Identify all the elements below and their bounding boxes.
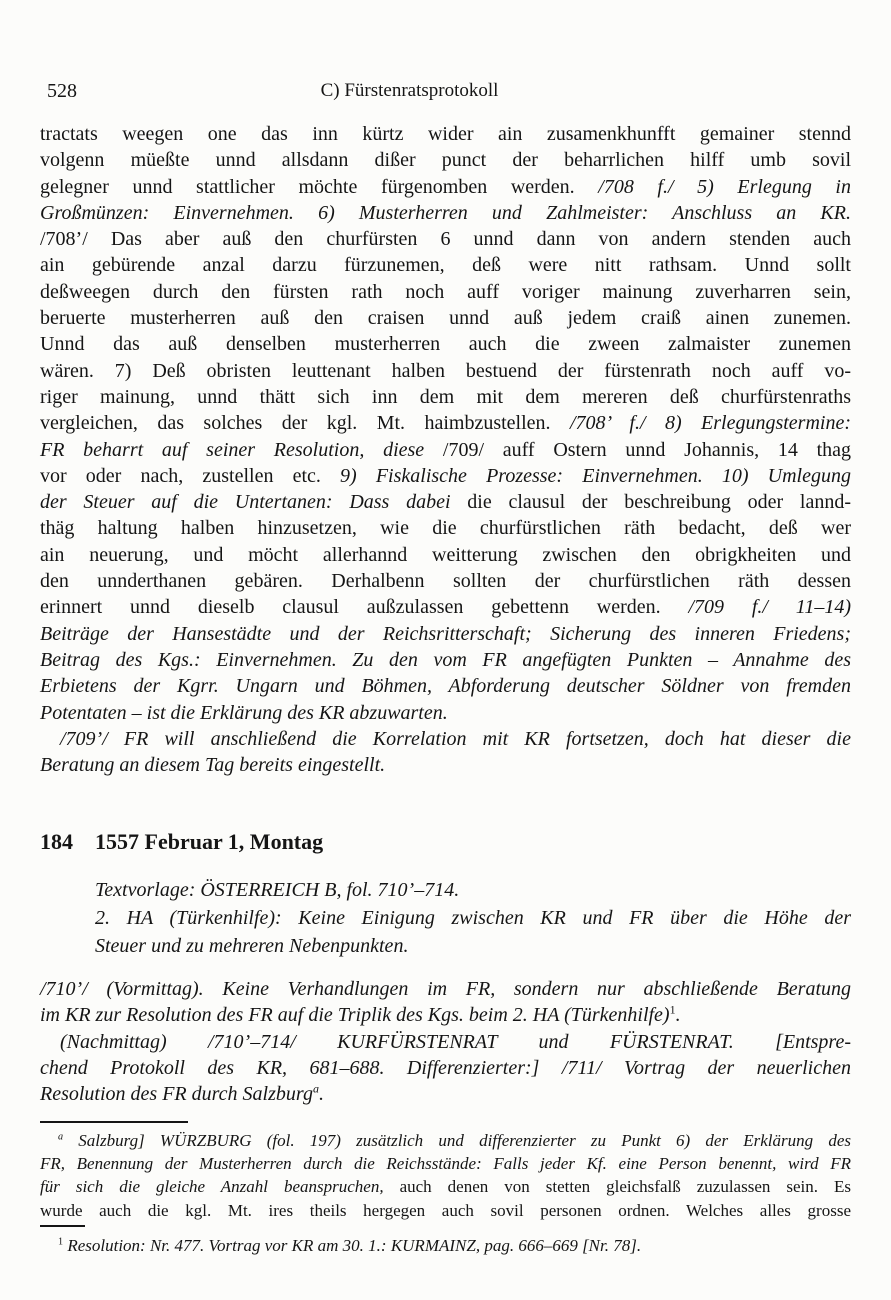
text-line [40, 279, 851, 305]
text-line [40, 700, 851, 726]
text-line [40, 647, 851, 673]
text-line [40, 1081, 851, 1107]
text-line [95, 876, 851, 904]
source-note-block [95, 876, 851, 960]
text-line [40, 305, 851, 331]
text-run: /709’/ FR will anschließend die Korrelation mit KR fortsetzen, doch hat dieser die [60, 727, 851, 750]
text-run: ain neuerung, und möcht allerhannd weitterung zwischen den obrigkheiten und [40, 543, 851, 566]
text-run: Steuer und zu mehreren Nebenpunkten. [95, 935, 409, 957]
text-run: Beitrag des Kgs.: Einvernehmen. Zu den vom FR angefügten Punkten – Annahme des [40, 648, 851, 671]
text-line [40, 384, 851, 410]
text-run: 9) Fiskalische Prozesse: Einvernehmen. 10) Umlegung [340, 464, 851, 487]
text-run: für sich die gleiche Anzahl beanspruchen, [40, 1177, 400, 1197]
text-run: Beratung an diesem Tag bereits eingestellt. [40, 754, 386, 777]
text-line [40, 358, 851, 384]
text-run: volgenn müeßte unnd allsdann dißer punct der beharrlichen hilff umb sovil [40, 149, 851, 172]
text-line [40, 147, 851, 173]
page-header [40, 80, 851, 104]
text-run: Großmünzen: Einvernehmen. 6) Musterherren und Zahlmeister: Anschluss an KR. [40, 201, 851, 224]
text-line [40, 1055, 851, 1081]
entry-heading [40, 829, 851, 855]
footnote-marker: 1 [58, 1236, 64, 1248]
text-run: Salzburg] WÜRZBURG (fol. 197) zusätzlich und differenzierter zu Punkt 6) der Erklärung des [63, 1131, 851, 1150]
text-run: deßweegen durch den fürsten rath noch auff voriger mainung zuverharren sein, [40, 280, 851, 303]
text-line [40, 463, 851, 489]
text-line [40, 1002, 851, 1028]
text-run: chend Protokoll des KR, 681–688. Differenzierter:] /711/ Vortrag der neuerlichen [40, 1056, 851, 1079]
text-line [40, 1129, 851, 1152]
text-run: /709/ auff Ostern unnd Johannis, 14 thag [442, 438, 852, 461]
footnote-marker: a [312, 1081, 319, 1096]
text-line [40, 568, 851, 594]
text-line [40, 200, 851, 226]
text-line [40, 1152, 851, 1175]
text-run: auch denen von stetten gleichsfalß zuzulassen sein. Es [399, 1177, 851, 1197]
text-run: ain gebürende anzal darzu fürzunemen, deß were nitt rathsam. Unnd sollt [40, 254, 851, 277]
text-run: 2. HA (Türkenhilfe): Keine Einigung zwischen KR und FR über die Höhe der [95, 907, 851, 929]
text-line [40, 594, 851, 620]
text-line [40, 976, 851, 1002]
text-line [40, 489, 851, 515]
entry-title: 1557 Februar 1, Montag [95, 829, 324, 854]
running-head: C) Fürstenratsprotokoll [320, 80, 499, 101]
text-run: Textvorlage: ÖSTERREICH B, fol. 710’–714. [95, 879, 460, 901]
footnote-marker: a [58, 1131, 64, 1143]
text-line [40, 673, 851, 699]
text-line [40, 121, 851, 147]
text-run: beruerte musterherren auß den craisen unnd auß jedem craiß ainen zunemen. [40, 307, 851, 330]
page-number: 528 [47, 80, 77, 102]
text-run: Erbietens der Kgrr. Ungarn und Böhmen, Abforderung deutscher Söldner von fremden [40, 675, 851, 698]
footnote-marker: 1 [669, 1002, 676, 1017]
text-run: wären. 7) Deß obristen leuttenant halben bestuend der fürstenrath noch auff vo- [40, 359, 851, 382]
text-run: die clausul der beschreibung oder lannd- [467, 491, 851, 514]
text-line [40, 410, 851, 436]
text-run: FR beharrt auf seiner Resolution, diese [40, 438, 443, 461]
text-line [40, 515, 851, 541]
text-line [95, 904, 851, 932]
text-line [40, 174, 851, 200]
text-run: gelegner unnd stattlicher möchte fürgenomben werden. [40, 175, 599, 198]
text-line [40, 226, 851, 252]
text-run: . [675, 1004, 681, 1027]
main-text-block [40, 121, 851, 778]
footnote-a-block [40, 1129, 851, 1222]
text-run: der Steuer auf die Untertanen: Dass dabei [40, 491, 468, 514]
text-run: tractats weegen one das inn kürtz wider ain zusamenkhunfft gemainer stennd [40, 123, 851, 145]
text-line [40, 1199, 851, 1222]
text-run: vergleichen, das solches der kgl. Mt. haimbzustellen. [40, 412, 570, 435]
text-line [40, 1029, 851, 1055]
text-line [40, 752, 851, 778]
text-run: erinnert unnd dieselb clausul außzulassen gebettenn werden. [40, 596, 689, 619]
text-run: (Nachmittag) /710’–714/ KURFÜRSTENRAT und FÜRSTENRAT. [Entspre- [60, 1030, 851, 1053]
text-run: Potentaten – ist die Erklärung des KR abzuwarten. [40, 701, 448, 724]
text-run: Unnd das auß denselben musterherren auch die zween zalmaister zunemen [40, 333, 851, 356]
text-line [40, 331, 851, 357]
text-run: /708’ f./ 8) Erlegungstermine: [569, 412, 851, 435]
footnote-separator-a [40, 1121, 188, 1123]
text-line [40, 437, 851, 463]
text-line [40, 252, 851, 278]
text-run: Beiträge der Hansestädte und der Reichsritterschaft; Sicherung des inneren Friedens; [40, 622, 851, 645]
entry-text-block [40, 976, 851, 1107]
footnote-1-block [40, 1234, 851, 1257]
text-run: Resolution des FR durch Salzburg [40, 1083, 313, 1106]
text-run: wurde auch die kgl. Mt. ires theils hergegen auch sovil personen ordnen. Welches alles grosse [40, 1200, 851, 1220]
text-run: . [318, 1083, 324, 1106]
text-run: /708 f./ 5) Erlegung in [598, 175, 851, 198]
text-run: Resolution: Nr. 477. Vortrag vor KR am 30. 1.: KURMAINZ, pag. 666–669 [Nr. 78]. [63, 1236, 642, 1255]
entry-number: 184 [40, 829, 73, 854]
text-line [95, 932, 851, 960]
text-line [40, 726, 851, 752]
text-run: /710’/ (Vormittag). Keine Verhandlungen im FR, sondern nur abschließende Beratung [40, 978, 851, 1000]
text-line [40, 621, 851, 647]
text-run: vor oder nach, zustellen etc. [40, 464, 341, 487]
text-line [40, 1234, 851, 1257]
text-run: den unnderthanen gebären. Derhalbenn sollten der churfürstlichen räth dessen [40, 570, 851, 593]
text-line [40, 542, 851, 568]
text-run: FR, Benennung der Musterherren durch die Reichsstände: Falls jeder Kf. eine Person benennt, wird FR [40, 1154, 851, 1174]
text-run: /708’/ Das aber auß den churfürsten 6 unnd dann von andern stenden auch [40, 228, 851, 251]
footnote-separator-1 [40, 1225, 85, 1227]
text-line [40, 1175, 851, 1198]
text-run: /709 f./ 11–14) [688, 596, 851, 619]
text-run: riger mainung, unnd thätt sich inn dem mit dem mereren deß churfürstenraths [40, 385, 851, 408]
text-run: thäg haltung halben hinzusetzen, wie die churfürstlichen räth bedacht, deß wer [40, 517, 851, 540]
text-run: im KR zur Resolution des FR auf die Triplik des Kgs. beim 2. HA (Türkenhilfe) [40, 1004, 670, 1027]
